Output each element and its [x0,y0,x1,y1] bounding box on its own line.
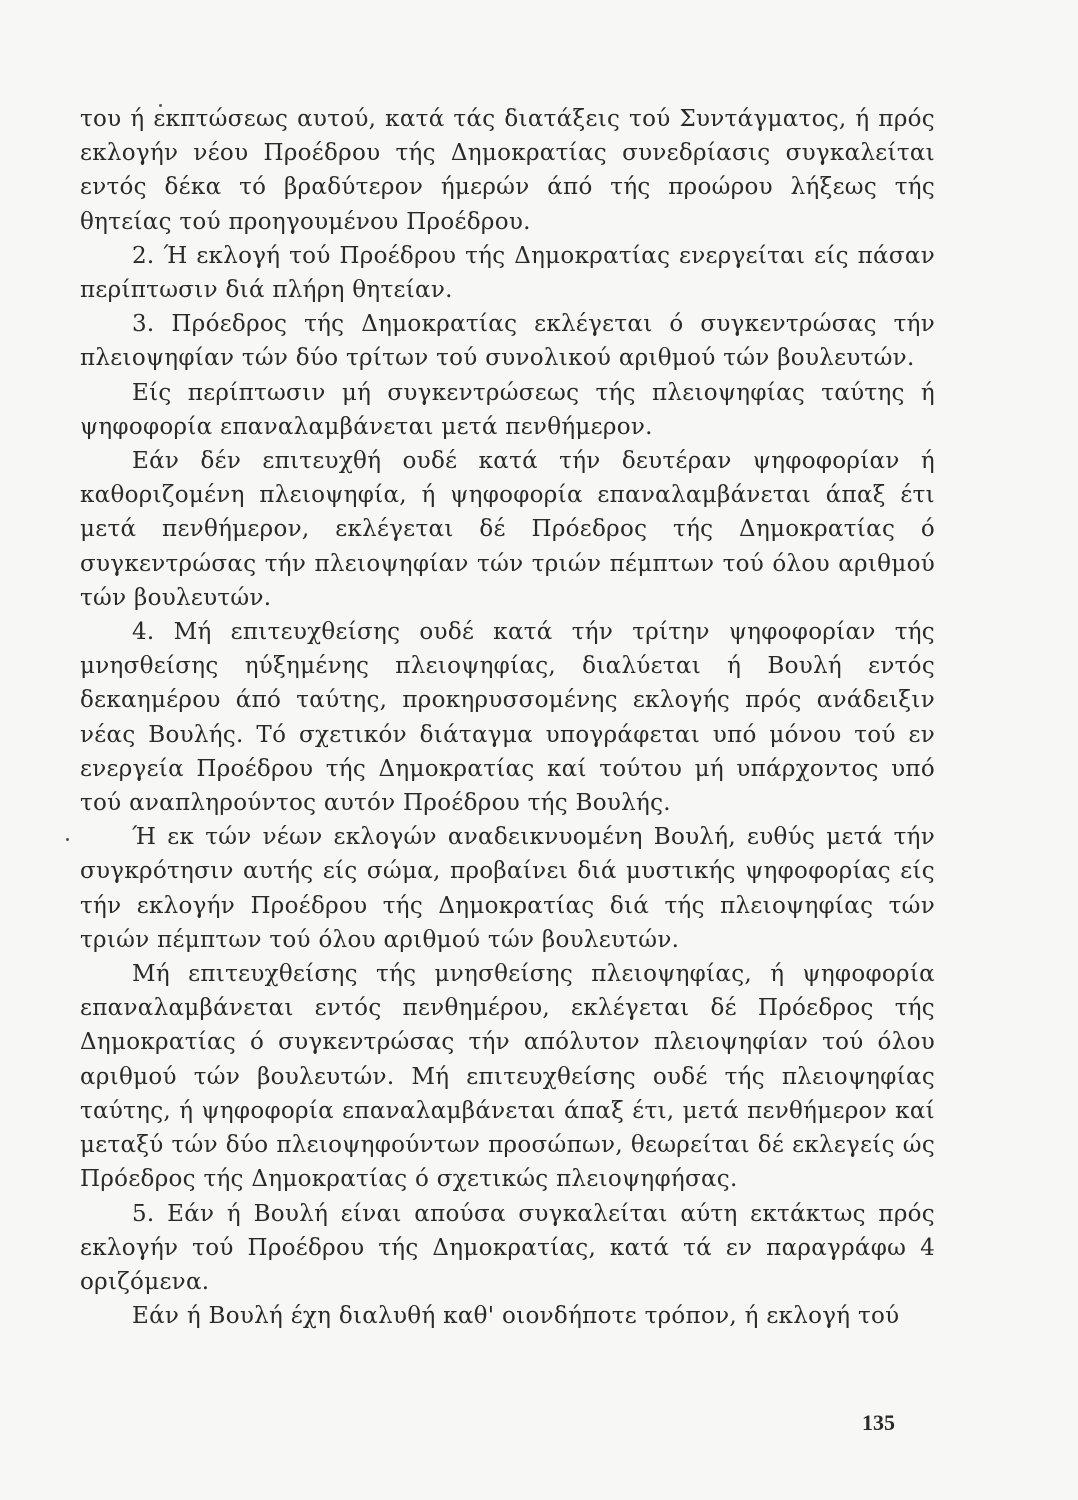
paragraph-4: 4. Μή επιτευχθείσης ουδέ κατά τήν τρίτην ψηφοφορίαν τής μνησθείσης ηύξημένης πλειοψηφίας, διαλύεται ή Βουλή εντός δεκαημέρου άπό ταύτης, προκηρυσσομένης εκλογής πρός ανάδειξιν νέας Βουλής. Τό σχετικόν διάταγμα υπογράφεται υπό μόνου τού εν ενεργεία Προέδρου τής Δημοκρατίας καί τούτου μή υπάρχοντος υπό τού αναπληρούντος αυτόν Προέδρου τής Βουλής. [80,619,935,817]
page-number: 135 [862,1410,895,1435]
paragraph-5: 5. Εάν ή Βουλή είναι απούσα συγκαλείται αύτη εκτάκτως πρός εκλογήν τού Προέδρου τής Δημοκρατίας, κατά τά εν παραγράφω 4 οριζόμενα. [80,1200,935,1295]
paragraph-5b: Εάν ή Βουλή έχη διαλυθή καθ' οιονδήποτε τρόπον, ή εκλογή τού [132,1303,900,1330]
paragraph-3b: Είς περίπτωσιν μή συγκεντρώσεως τής πλειοψηφίας ταύτης ή ψηφοφορία επαναλαμβάνεται μετά πενθήμερον. [80,379,935,440]
paragraph-4c: Μή επιτευχθείσης τής μνησθείσης πλειοψηφίας, ή ψηφοφορία επαναλαμβάνεται εντός πενθημέρου, εκλέγεται δέ Πρόεδρος τής Δημοκρατίας ό συγκεντρώσας τήν απόλυτον πλειοψηφίαν τού όλου αριθμού τών βουλευτών. Μή επιτευχθείσης ουδέ τής πλειοψηφίας ταύτης, ή ψηφοφορία επαναλαμβάνεται άπαξ έτι, μετά πενθήμερον καί μεταξύ τών δύο πλειοψηφούντων προσώπων, θεωρείται δέ εκλεγείς ώς Πρόεδρος τής Δημοκρατίας ό σχετικώς πλειοψηφήσας. [80,961,935,1193]
paragraph-continuation: του ή εκπτώσεως αυτού, κατά τάς διατάξεις τού Συντάγματος, ή πρός εκλογήν νέου Προέδρου τής Δημοκρατίας συνεδρίασις συγκαλείται εντός δέκα τό βραδύτερον ήμερών άπό τής προώρου λήξεως τής θητείας τού προηγουμένου Προέδρου. [80,106,935,235]
paragraph-2: 2. Ή εκλογή τού Προέδρου τής Δημοκρατίας ενεργείται είς πάσαν περίπτωσιν διά πλήρη θητείαν. [80,242,935,304]
body-text [80,102,935,1333]
paragraph-4b: Ή εκ τών νέων εκλογών αναδεικνυομένη Βουλή, ευθύς μετά τήν συγκρότησιν αυτής είς σώμα, προβαίνει διά μυστικής ψηφοφορίας είς τήν εκλογήν Προέδρου τής Δημοκρατίας διά τής πλειοψηφίας τών τριών πέμπτων τού όλου αριθμού τών βουλευτών. [80,824,935,953]
paragraph-3c: Εάν δέν επιτευχθή ουδέ κατά τήν δευτέραν ψηφοφορίαν ή καθοριζομένη πλειοψηφία, ή ψηφοφορία επαναλαμβάνεται άπαξ έτι μετά πενθήμερον, εκλέγεται δέ Πρόεδρος τής Δημοκρατίας ό συγκεντρώσας τήν πλειοψηφίαν τών τριών πέμπτων τού όλου αριθμού τών βουλευτών. [80,448,935,611]
paragraph-3: 3. Πρόεδρος τής Δημοκρατίας εκλέγεται ό συγκεντρώσας τήν πλειοψηφίαν τών δύο τρίτων τού συνολικού αριθμού τών βουλευτών. [80,311,935,372]
scan-speck [66,838,69,841]
